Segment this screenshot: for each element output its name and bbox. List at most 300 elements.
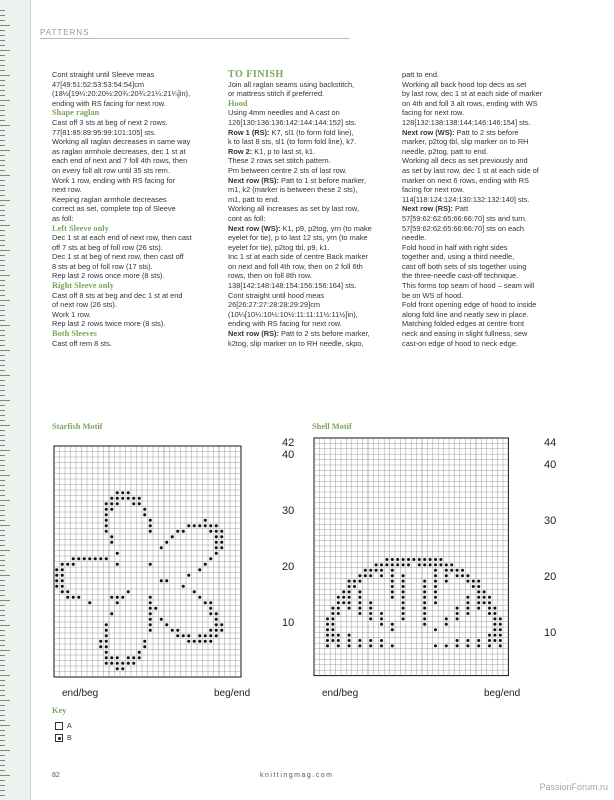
stitch-b — [132, 502, 135, 505]
stitch-b — [88, 557, 91, 560]
stitch-b — [391, 569, 394, 572]
stitch-b — [342, 601, 345, 604]
line-text: Fold hood in half with right sides — [402, 242, 508, 252]
stitch-b — [380, 569, 383, 572]
col3-line — [402, 70, 572, 80]
ruler-tick — [0, 75, 10, 76]
line-text: Left Sleeve only — [52, 223, 109, 233]
stitch-b — [342, 596, 345, 599]
key-a — [55, 722, 72, 730]
line-text: as set by last row, dec 1 st at each side of — [402, 165, 539, 175]
shell-title: Shell Motif — [312, 422, 352, 431]
stitch-b — [105, 623, 108, 626]
stitch-b — [445, 644, 448, 647]
ruler-tick — [0, 520, 5, 521]
line-text: Cont straight until hood meas — [228, 290, 325, 300]
stitch-b — [182, 634, 185, 637]
stitch-b — [423, 558, 426, 561]
stitch-b — [483, 590, 486, 593]
stitch-b — [77, 557, 80, 560]
stitch-b — [182, 530, 185, 533]
col3-line — [402, 281, 572, 291]
stitch-b — [477, 585, 480, 588]
ruler-tick — [0, 85, 5, 86]
line-text: This forms top seam of hood – seam will — [402, 281, 535, 291]
stitch-b — [176, 530, 179, 533]
col3-line — [402, 262, 572, 272]
col3-line — [402, 185, 572, 195]
stitch-b — [105, 634, 108, 637]
col2-line — [228, 166, 398, 176]
ruler-tick — [0, 580, 5, 581]
col3-line — [402, 339, 572, 349]
shell-bottom-right: beg/end — [484, 688, 521, 699]
line-text: Pm between centre 2 sts of last row. — [228, 165, 347, 175]
line-text: be on WS of hood. — [402, 290, 464, 300]
stitch-b — [88, 601, 91, 604]
ruler-tick — [0, 140, 5, 141]
col1-line — [52, 176, 222, 186]
col2-line — [228, 339, 398, 349]
col1-line — [52, 89, 222, 99]
stitch-b — [66, 596, 69, 599]
line-text: the three-needle cast-off technique. — [402, 271, 519, 281]
line-text: by last row, dec 1 st at each side of marker — [402, 89, 543, 99]
stitch-b — [391, 623, 394, 626]
stitch-b — [83, 557, 86, 560]
line-text: Matching folded edges at centre front — [402, 319, 525, 329]
ruler-tick — [0, 490, 5, 491]
ruler-tick — [0, 480, 5, 481]
stitch-b — [434, 569, 437, 572]
ruler-tick — [0, 665, 5, 666]
ruler-tick — [0, 660, 5, 661]
stitch-b — [215, 546, 218, 549]
col2-line — [228, 156, 398, 166]
line-text: cast off both sets of sts together using — [402, 261, 527, 271]
stitch-b — [369, 617, 372, 620]
stitch-b — [105, 508, 108, 511]
stitch-b — [456, 639, 459, 642]
stitch-b — [483, 601, 486, 604]
stitch-b — [165, 579, 168, 582]
ruler-tick — [0, 655, 5, 656]
stitch-b — [477, 607, 480, 610]
ruler-tick — [0, 25, 10, 26]
ruler-tick — [0, 740, 5, 741]
ruler-tick — [0, 250, 10, 251]
stitch-b — [149, 519, 152, 522]
ruler-tick — [0, 35, 5, 36]
stitch-b — [385, 563, 388, 566]
ruler-tick — [0, 165, 5, 166]
ruler-tick — [0, 445, 5, 446]
ruler-tick — [0, 400, 10, 401]
ruler-tick — [0, 230, 5, 231]
line-text: of next row (26 sts). — [52, 300, 117, 310]
ruler-tick — [0, 260, 5, 261]
ruler-tick — [0, 725, 10, 726]
col2-line — [228, 271, 398, 281]
ruler-tick — [0, 20, 5, 21]
stitch-b — [143, 513, 146, 516]
stitch-b — [187, 634, 190, 637]
stitch-b — [127, 662, 130, 665]
stitch-b — [423, 563, 426, 566]
col1-line — [52, 195, 222, 205]
stitch-b — [402, 617, 405, 620]
ruler-tick — [0, 515, 5, 516]
stitch-b — [445, 623, 448, 626]
stitch-b — [209, 612, 212, 615]
stitch-b — [472, 585, 475, 588]
ruler-tick — [0, 315, 5, 316]
starfish-chart — [48, 432, 308, 704]
stitch-b — [423, 612, 426, 615]
stitch-b — [105, 557, 108, 560]
stitch-b — [348, 634, 351, 637]
col2-line — [228, 137, 398, 147]
col1-line — [52, 300, 222, 310]
col1-line — [52, 80, 222, 90]
stitch-b — [456, 569, 459, 572]
stitch-b — [193, 590, 196, 593]
stitch-b — [66, 590, 69, 593]
line-text: K1, p to last st, k1. — [252, 146, 316, 156]
stitch-b — [402, 601, 405, 604]
stitch-b — [215, 535, 218, 538]
stitch-b — [66, 563, 69, 566]
ruler-tick — [0, 505, 5, 506]
ruler-tick — [0, 370, 5, 371]
shell-bottom-left: end/beg — [322, 688, 359, 699]
ruler-tick — [0, 625, 10, 626]
col2-line — [228, 176, 398, 186]
stitch-b — [358, 607, 361, 610]
col3-line — [402, 166, 572, 176]
stitch-b — [488, 639, 491, 642]
line-text: ending with RS facing for next row. — [228, 319, 342, 329]
line-text: Using 4mm needles and A cast on — [228, 108, 340, 118]
stitch-b — [198, 568, 201, 571]
col1-line — [52, 252, 222, 262]
ruler-tick — [0, 295, 5, 296]
line-text: 126[130:136:136:142:144:144:152] sts. — [228, 117, 357, 127]
line-text: needle, p2tog, patt to end. — [402, 146, 488, 156]
stitch-b — [402, 580, 405, 583]
ruler-tick — [0, 130, 5, 131]
ruler-tick — [0, 455, 5, 456]
ruler-tick — [0, 340, 5, 341]
stitch-b — [116, 552, 119, 555]
key-a-swatch — [55, 722, 63, 730]
ruler-tick — [0, 555, 5, 556]
ruler-tick — [0, 680, 5, 681]
stitch-b — [402, 574, 405, 577]
ruler-tick — [0, 775, 10, 776]
stitch-b — [493, 607, 496, 610]
ruler-tick — [0, 765, 5, 766]
ruler-tick — [0, 600, 10, 601]
ruler-tick — [0, 245, 5, 246]
ruler-tick — [0, 620, 5, 621]
stitch-b — [499, 634, 502, 637]
stitch-b — [121, 662, 124, 665]
col3-line — [402, 291, 572, 301]
col1-line — [52, 118, 222, 128]
ruler-tick — [0, 640, 5, 641]
col1-line — [52, 70, 222, 80]
stitch-b — [493, 617, 496, 620]
line-text: as foll: — [52, 213, 74, 223]
col2-line — [228, 262, 398, 272]
stitch-b — [337, 612, 340, 615]
ruler-tick — [0, 565, 5, 566]
stitch-b — [105, 640, 108, 643]
ruler-tick — [0, 545, 5, 546]
ruler-tick — [0, 350, 10, 351]
col2-line — [228, 128, 398, 138]
col3-line — [402, 310, 572, 320]
stitch-b — [380, 644, 383, 647]
stitch-b — [493, 623, 496, 626]
stitch-b — [439, 558, 442, 561]
stitch-b — [121, 491, 124, 494]
ruler-tick — [0, 485, 5, 486]
stitch-b — [61, 568, 64, 571]
stitch-b — [198, 524, 201, 527]
ruler-tick — [0, 720, 5, 721]
ruler-tick — [0, 465, 5, 466]
stitch-b — [110, 596, 113, 599]
ruler-tick — [0, 385, 5, 386]
stitch-b — [110, 541, 113, 544]
stitch-b — [331, 634, 334, 637]
stitch-b — [466, 644, 469, 647]
stitch-b — [198, 596, 201, 599]
line-text: 57[59:62:62:65:66:66:70] sts on each — [402, 223, 525, 233]
stitch-b — [220, 530, 223, 533]
stitch-b — [423, 590, 426, 593]
col1-line — [52, 204, 222, 214]
line-text: Cast off 8 sts at beg and dec 1 st at end — [52, 290, 183, 300]
stitch-b — [477, 590, 480, 593]
ruler-tick — [0, 365, 5, 366]
stitch-b — [326, 639, 329, 642]
stitch-b — [204, 601, 207, 604]
starfish-bottom-right: beg/end — [214, 688, 251, 699]
line-text: ending with RS facing for next row. — [52, 98, 166, 108]
stitch-b — [434, 590, 437, 593]
ruler-tick — [0, 560, 5, 561]
stitch-b — [110, 656, 113, 659]
stitch-b — [215, 552, 218, 555]
stitch-b — [331, 623, 334, 626]
stitch-b — [493, 639, 496, 642]
line-text: eyelet for tie), p2tog tbl, p9, k1. — [228, 242, 330, 252]
ruler-tick — [0, 695, 5, 696]
stitch-b — [488, 601, 491, 604]
line-text: Working all back hood top decs as set — [402, 79, 527, 89]
col2-line — [228, 108, 398, 118]
ruler-tick — [0, 335, 5, 336]
line-text: 128[132:138:138:144:146:146:154] sts. — [402, 117, 531, 127]
stitch-b — [493, 628, 496, 631]
stitch-b — [434, 585, 437, 588]
stitch-b — [493, 634, 496, 637]
stitch-b — [358, 574, 361, 577]
ruler-tick — [0, 195, 5, 196]
stitch-b — [423, 601, 426, 604]
col3-line — [402, 99, 572, 109]
ruler-tick — [0, 390, 5, 391]
stitch-b — [456, 574, 459, 577]
line-text: Patt to 2 sts before marker, — [278, 329, 370, 339]
stitch-b — [342, 590, 345, 593]
stitch-b — [369, 574, 372, 577]
stitch-b — [423, 585, 426, 588]
line-text: 77[81:85:89:95:99:101:105] sts. — [52, 127, 156, 137]
stitch-b — [466, 574, 469, 577]
ruler — [0, 0, 31, 800]
stitch-b — [176, 629, 179, 632]
col1-line — [52, 185, 222, 195]
ruler-tick — [0, 795, 5, 796]
ruler-tick — [0, 235, 5, 236]
ruler-tick — [0, 550, 10, 551]
col2-line — [228, 195, 398, 205]
stitch-b — [499, 639, 502, 642]
stitch-b — [348, 601, 351, 604]
stitch-b — [209, 530, 212, 533]
stitch-b — [220, 541, 223, 544]
section-label: PATTERNS — [40, 28, 90, 37]
col1-line — [52, 108, 222, 118]
stitch-b — [412, 558, 415, 561]
line-text: Right Sleeve only — [52, 281, 114, 291]
ruler-tick — [0, 595, 5, 596]
col2-line — [228, 224, 398, 234]
col3-line — [402, 118, 572, 128]
stitch-b — [369, 569, 372, 572]
col3-line — [402, 214, 572, 224]
ruler-tick — [0, 135, 5, 136]
stitch-b — [472, 580, 475, 583]
shell-row-label-30: 30 — [544, 515, 557, 527]
ruler-tick — [0, 255, 5, 256]
stitch-b — [337, 607, 340, 610]
line-text: Rep last 2 rows twice more (8 sts). — [52, 319, 166, 329]
line-text: patt to end. — [402, 70, 439, 79]
stitch-b — [483, 596, 486, 599]
stitch-b — [391, 644, 394, 647]
stitch-b — [110, 497, 113, 500]
ruler-tick — [0, 105, 5, 106]
stitch-b — [331, 607, 334, 610]
ruler-tick — [0, 380, 5, 381]
stitch-b — [110, 508, 113, 511]
stitch-b — [121, 497, 124, 500]
line-text: Dec 1 st at beg of next row, then cast off — [52, 252, 184, 262]
stitch-b — [456, 617, 459, 620]
col1-line — [52, 156, 222, 166]
line-text: k to last 8 sts, sl1 (to form fold line), k7. — [228, 137, 357, 147]
stitch-b — [391, 563, 394, 566]
col2-line — [228, 319, 398, 329]
stitch-b — [348, 590, 351, 593]
stitch-b — [94, 557, 97, 560]
stitch-b — [348, 596, 351, 599]
stitch-b — [220, 546, 223, 549]
stitch-b — [110, 662, 113, 665]
stitch-b — [209, 634, 212, 637]
col1-line — [52, 224, 222, 234]
stitch-b — [477, 644, 480, 647]
stitch-b — [209, 607, 212, 610]
line-text: Cast off 3 sts at beg of next 2 rows. — [52, 117, 168, 127]
ruler-tick — [0, 540, 5, 541]
stitch-b — [326, 644, 329, 647]
row-instruction-label: Row 1 (RS): — [228, 127, 270, 137]
line-text: m1, patt to end. — [228, 194, 280, 204]
ruler-tick — [0, 360, 5, 361]
ruler-tick — [0, 435, 5, 436]
stitch-b — [402, 596, 405, 599]
stitch-b — [110, 612, 113, 615]
ruler-tick — [0, 355, 5, 356]
stitch-b — [105, 651, 108, 654]
col2-line — [228, 185, 398, 195]
stitch-b — [116, 491, 119, 494]
ruler-tick — [0, 110, 5, 111]
stitch-b — [348, 585, 351, 588]
col1-line — [52, 310, 222, 320]
stitch-b — [358, 580, 361, 583]
line-text: Working all decs as set previously and — [402, 156, 528, 166]
line-text: K1, p9, p2tog, yrn (to make — [280, 223, 372, 233]
col2-line — [228, 310, 398, 320]
stitch-b — [110, 502, 113, 505]
ruler-tick — [0, 215, 5, 216]
col1-line — [52, 271, 222, 281]
ruler-tick — [0, 120, 5, 121]
stitch-b — [209, 601, 212, 604]
stitch-b — [105, 656, 108, 659]
line-text: 138[142:148:148:154:156:156:164] sts. — [228, 281, 357, 291]
ruler-tick — [0, 170, 5, 171]
stitch-b — [99, 640, 102, 643]
row-instruction-label: Next row (RS): — [228, 175, 279, 185]
stitch-b — [171, 535, 174, 538]
line-text: Patt to 1 st before marker, — [278, 175, 367, 185]
starfish-row-label-40: 40 — [282, 449, 295, 461]
stitch-b — [418, 558, 421, 561]
line-text: (18½[19¼:20:20½:20¾:20¾:21¼:21¼]in), — [52, 89, 191, 99]
ruler-tick — [0, 755, 5, 756]
ruler-tick — [0, 325, 10, 326]
stitch-b — [61, 585, 64, 588]
col3-line — [402, 204, 572, 214]
line-text: Rep last 2 rows once more (8 sts). — [52, 271, 165, 281]
ruler-tick — [0, 415, 5, 416]
stitch-b — [116, 502, 119, 505]
stitch-b — [127, 656, 130, 659]
line-text: needle. — [402, 233, 427, 243]
stitch-b — [209, 640, 212, 643]
line-text: on every foll alt row until 35 sts rem. — [52, 165, 170, 175]
stitch-b — [434, 580, 437, 583]
col3-line — [402, 271, 572, 281]
